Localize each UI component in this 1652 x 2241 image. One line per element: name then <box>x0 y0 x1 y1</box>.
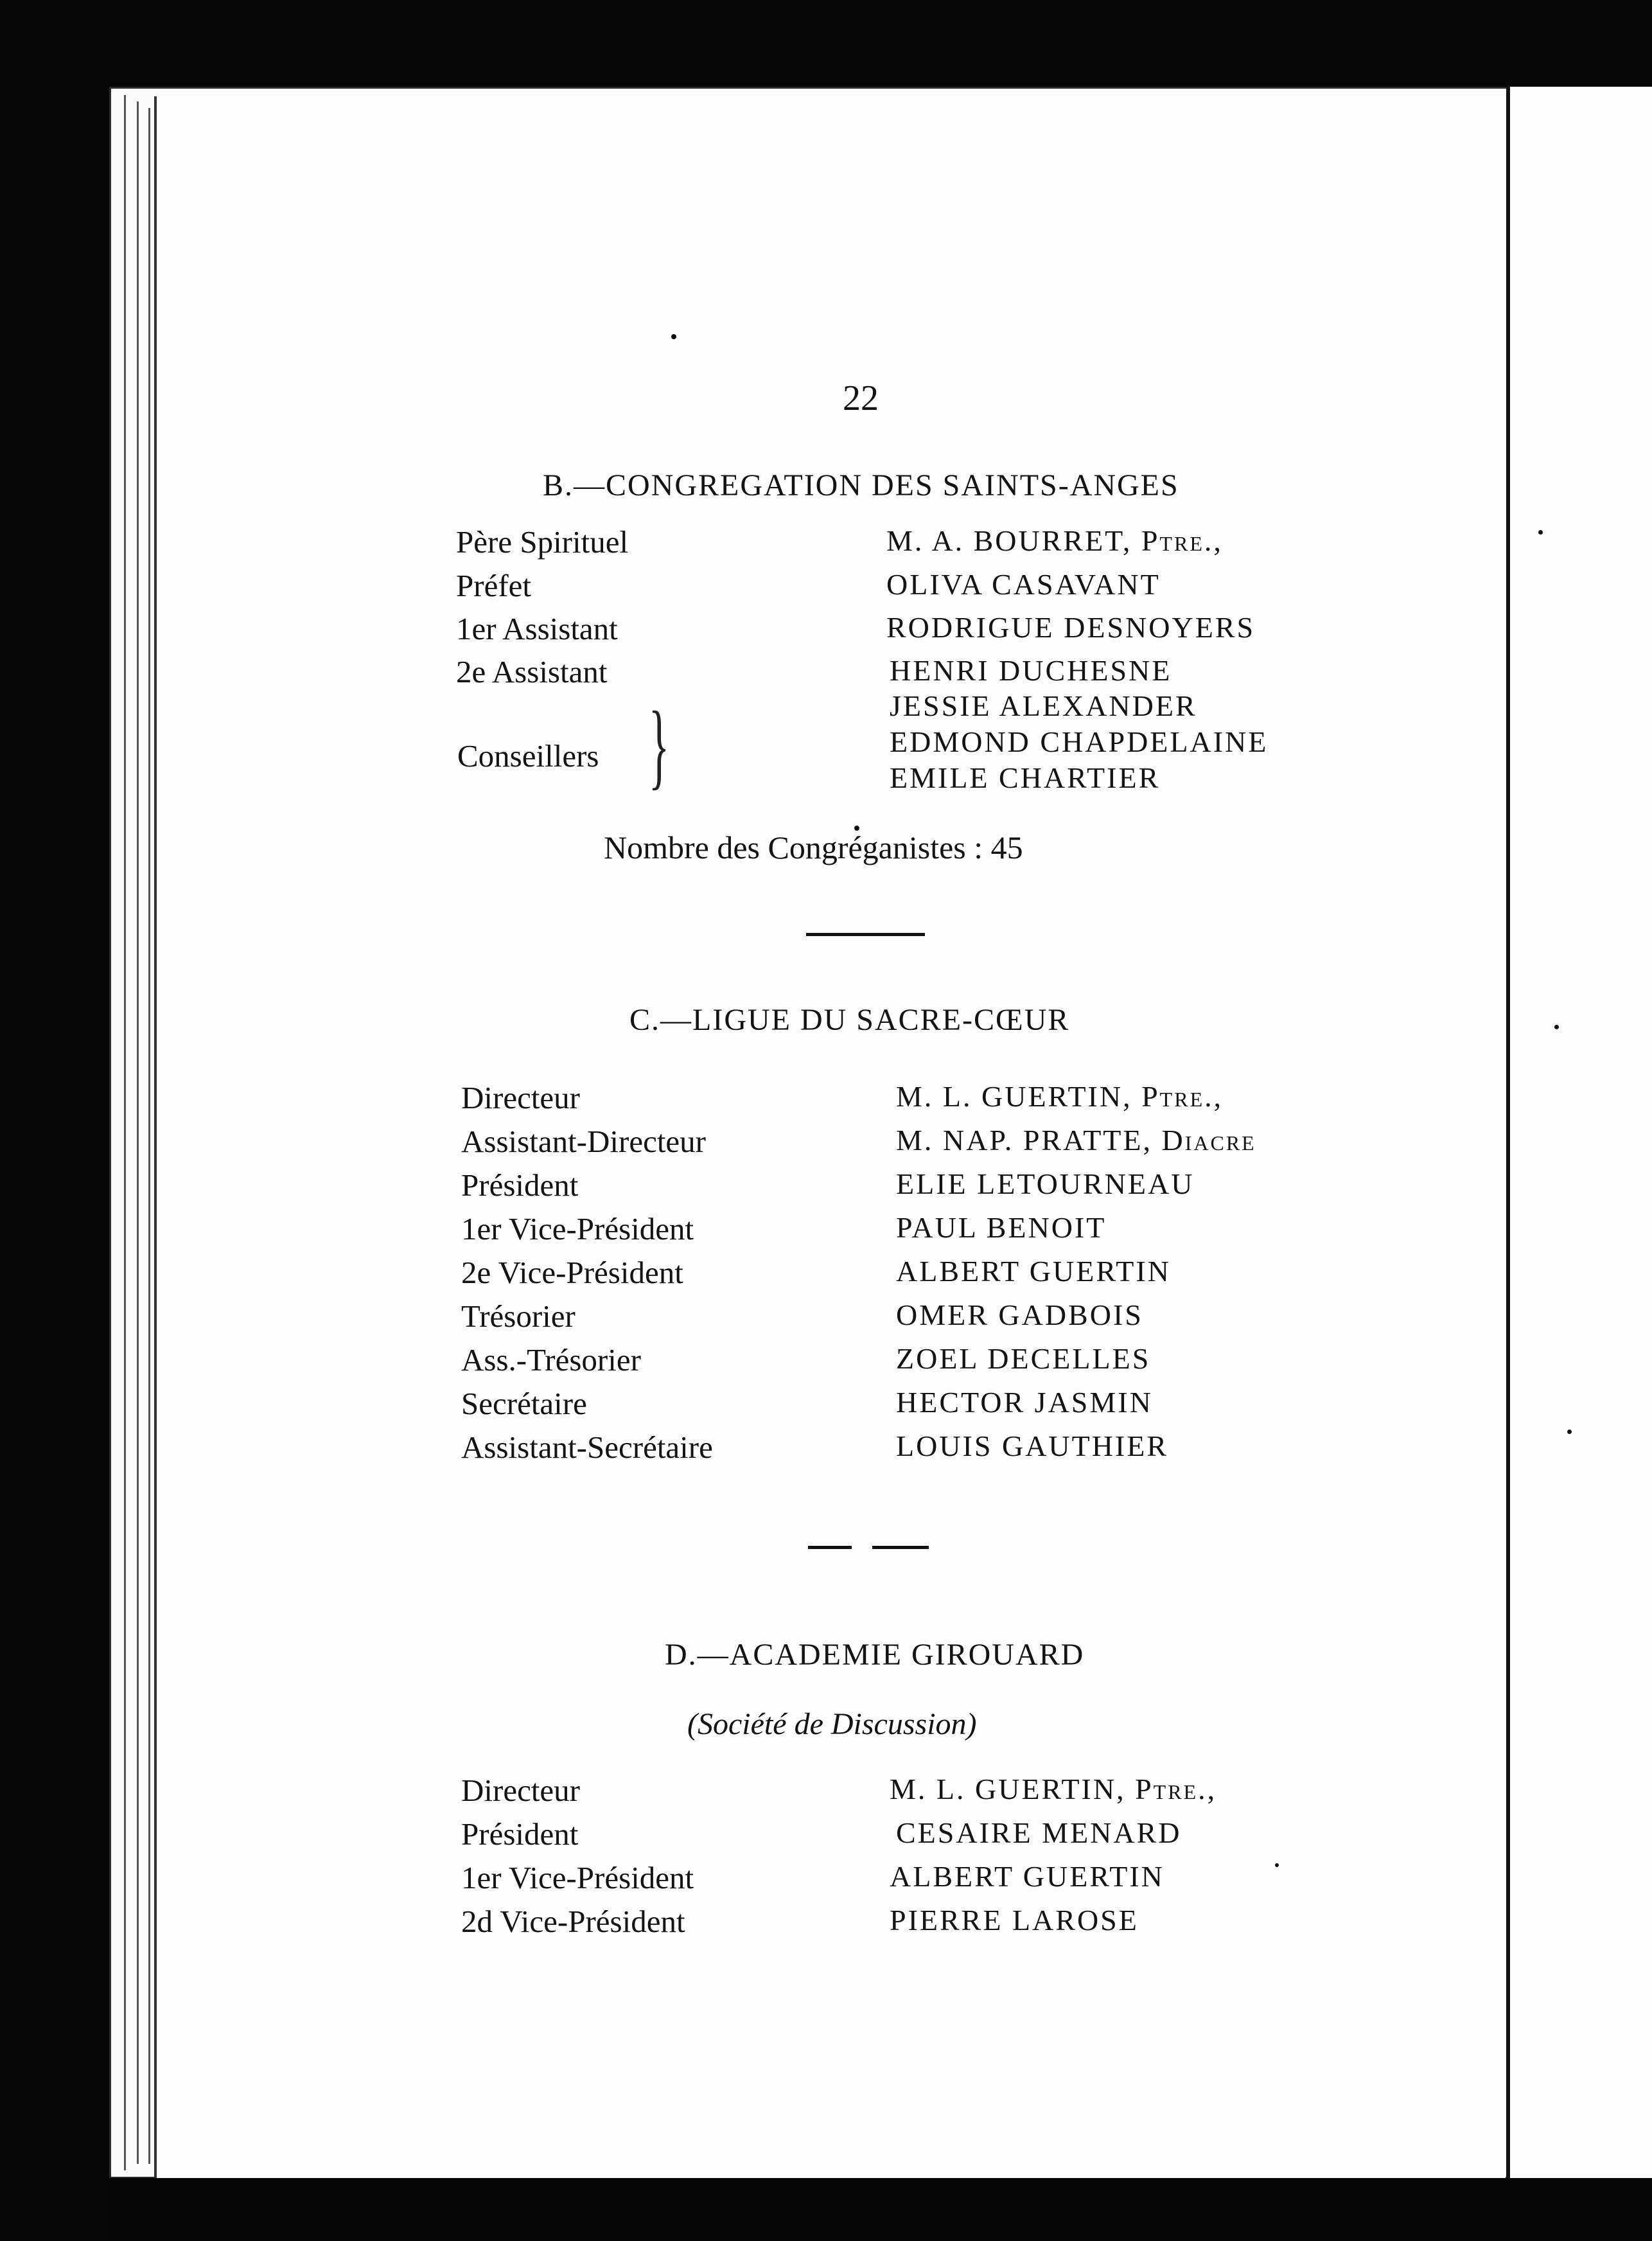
officer-row <box>0 1123 1652 1167</box>
officer-name: PIERRE LAROSE <box>890 1904 1139 1936</box>
officer-name: ALBERT GUERTIN <box>896 1255 1171 1288</box>
officer-row <box>0 1079 1652 1123</box>
officer-row <box>0 567 1652 611</box>
officer-name: M. L. GUERTIN, Ptre., <box>896 1080 1224 1113</box>
officer-name: OLIVA CASAVANT <box>886 568 1161 601</box>
officer-role: Trésorier <box>461 1298 576 1334</box>
section-d-subheading: (Société de Discussion) <box>687 1707 977 1741</box>
officer-row <box>0 1772 1652 1816</box>
section-divider <box>872 1546 929 1549</box>
officer-row <box>0 610 1652 654</box>
page-number: 22 <box>843 378 879 418</box>
officer-name: PAUL BENOIT <box>896 1211 1107 1244</box>
officer-name: ALBERT GUERTIN <box>890 1860 1164 1893</box>
officer-row <box>0 524 1652 567</box>
officer-name: LOUIS GAUTHIER <box>896 1430 1169 1462</box>
officer-row <box>0 1167 1652 1210</box>
officer-role: Président <box>461 1167 579 1203</box>
officer-row <box>0 1298 1652 1342</box>
officer-role: Assistant-Directeur <box>461 1124 706 1159</box>
officer-row <box>0 1859 1652 1903</box>
officer-row <box>0 653 1652 697</box>
councillors-label: Conseillers <box>457 738 599 774</box>
brace-glyph: } <box>648 692 670 799</box>
officer-row <box>0 1816 1652 1859</box>
scan-background <box>109 2178 1652 2241</box>
councillor-name: EMILE CHARTIER <box>890 761 1161 794</box>
officer-row <box>0 1342 1652 1385</box>
officer-role: 2d Vice-Président <box>461 1904 685 1939</box>
officer-role: Directeur <box>461 1773 580 1808</box>
officer-name: HECTOR JASMIN <box>896 1386 1153 1419</box>
councillor-name: JESSIE ALEXANDER <box>890 689 1197 722</box>
officer-name: RODRIGUE DESNOYERS <box>886 611 1256 644</box>
officer-role: Secrétaire <box>461 1386 587 1421</box>
officer-role: Préfet <box>456 568 531 603</box>
officer-role: Ass.-Trésorier <box>461 1342 641 1377</box>
officer-role: Assistant-Secrétaire <box>461 1430 713 1465</box>
section-divider <box>808 1546 852 1549</box>
officer-row <box>0 1210 1652 1254</box>
ink-speck <box>671 334 676 339</box>
officer-row <box>0 1254 1652 1298</box>
officer-name: CESAIRE MENARD <box>896 1816 1182 1849</box>
officer-role: Père Spirituel <box>456 524 629 560</box>
section-d-heading: D.—ACADEMIE GIROUARD <box>665 1638 1085 1672</box>
officer-role: 1er Vice-Président <box>461 1860 694 1895</box>
officer-row <box>0 1385 1652 1429</box>
officer-name: ELIE LETOURNEAU <box>896 1167 1195 1200</box>
officer-name: M. NAP. PRATTE, Diacre <box>896 1124 1256 1156</box>
officer-row <box>0 1429 1652 1473</box>
officer-name: M. A. BOURRET, Ptre., <box>886 524 1223 557</box>
officer-name: HENRI DUCHESNE <box>890 654 1172 687</box>
officer-role: 2e Vice-Président <box>461 1255 683 1290</box>
officer-role: 1er Assistant <box>456 611 618 646</box>
councillor-name: EDMOND CHAPDELAINE <box>890 725 1269 758</box>
section-b-heading: B.—CONGREGATION DES SAINTS-ANGES <box>543 468 1179 502</box>
officer-name: OMER GADBOIS <box>896 1298 1143 1331</box>
officer-role: Président <box>461 1816 579 1852</box>
officer-name: M. L. GUERTIN, Ptre., <box>890 1773 1217 1805</box>
section-c-heading: C.—LIGUE DU SACRE-CŒUR <box>629 1003 1070 1037</box>
member-count: Nombre des Congréganistes : 45 <box>604 829 1023 865</box>
officer-role: 2e Assistant <box>456 654 608 689</box>
officer-name: ZOEL DECELLES <box>896 1342 1151 1375</box>
section-divider <box>806 933 925 936</box>
officer-row <box>0 1903 1652 1947</box>
officer-role: Directeur <box>461 1080 580 1115</box>
officer-role: 1er Vice-Président <box>461 1211 694 1246</box>
ink-speck <box>1554 1025 1559 1029</box>
